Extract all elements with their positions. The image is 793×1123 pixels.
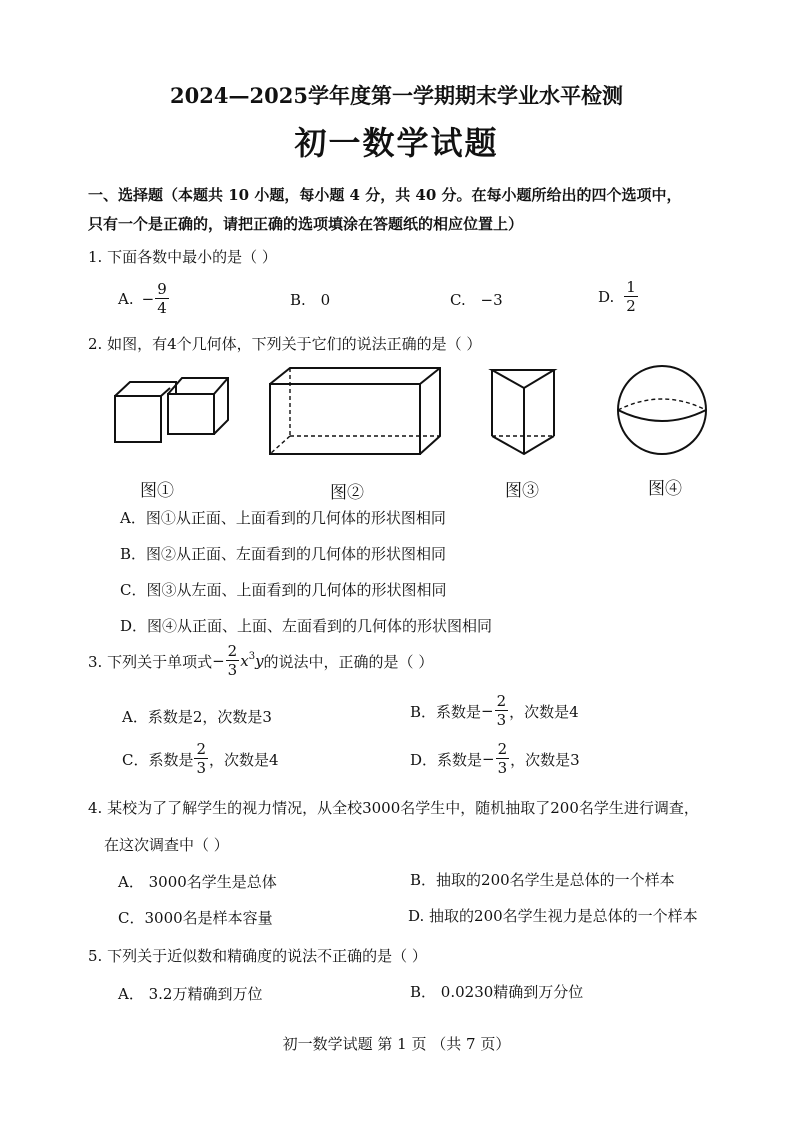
- option-label: D.: [598, 288, 615, 306]
- denominator: 3: [227, 661, 238, 679]
- figure-1-cubes: [110, 374, 230, 446]
- q3-option-d: [410, 742, 580, 776]
- variable-x: x: [240, 652, 249, 670]
- question-1-stem: 1. 下面各数中最小的是（ ）: [88, 248, 277, 266]
- q4-option-b: B．抽取的200名学生是总体的一个样本: [410, 871, 675, 889]
- q3-option-b: [410, 694, 579, 728]
- option-text: B．系数是: [410, 702, 482, 721]
- numerator: 2: [497, 740, 508, 758]
- denominator: 3: [497, 759, 508, 777]
- fraction: [226, 644, 240, 678]
- stem-text: 的说法中，正确的是（ ）: [263, 652, 434, 671]
- numerator: 1: [626, 278, 636, 296]
- option-label: C.: [450, 291, 466, 309]
- fraction: [496, 742, 510, 776]
- stem-text: 3. 下列关于单项式: [88, 652, 213, 671]
- numerator: 2: [496, 692, 507, 710]
- question-2-stem: 2. 如图，有4个几何体，下列关于它们的说法正确的是（ ）: [88, 335, 482, 353]
- figure-4-sphere: [614, 362, 710, 458]
- option-text: ，次数是4: [509, 702, 579, 721]
- q1-option-a: [118, 282, 170, 316]
- q5-option-b: B． 0.0230精确到万分位: [410, 983, 584, 1001]
- q4-option-d: D. 抽取的200名学生视力是总体的一个样本: [408, 907, 698, 925]
- figure-2-cuboid: [266, 364, 444, 460]
- figure-2-label: 图②: [330, 483, 364, 503]
- denominator: 2: [626, 297, 636, 315]
- question-3-stem: [88, 644, 433, 678]
- section-intro-line1: 一、选择题（本题共 10 小题，每小题 4 分，共 40 分。在每小题所给出的四个选项中，: [88, 186, 682, 204]
- minus-sign: −: [481, 702, 494, 720]
- denominator: 4: [157, 299, 167, 317]
- figure-3-label: 图③: [505, 481, 539, 501]
- q4-option-c: C．3000名是样本容量: [118, 909, 273, 927]
- option-text: D．系数是: [410, 750, 483, 769]
- denominator: 3: [496, 711, 507, 729]
- q2-option-a: A．图①从正面、上面看到的几何体的形状图相同: [120, 509, 446, 527]
- q2-option-d: D．图④从正面、上面、左面看到的几何体的形状图相同: [120, 617, 493, 635]
- option-text: ，次数是4: [209, 750, 279, 769]
- option-text: C．系数是: [122, 750, 194, 769]
- variable-y: y: [255, 652, 264, 670]
- subject-title: 初一数学试题: [294, 124, 499, 162]
- option-value: 0: [320, 291, 331, 309]
- numerator: 9: [157, 280, 167, 298]
- option-label: B.: [290, 291, 306, 309]
- option-text: ，次数是3: [510, 750, 580, 769]
- q3-option-a: A．系数是2，次数是3: [122, 708, 272, 726]
- fraction: [194, 742, 208, 776]
- figure-3-prism: [488, 364, 560, 460]
- q2-option-b: B．图②从正面、左面看到的几何体的形状图相同: [120, 545, 447, 563]
- exam-title: 2024—2025学年度第一学期期末学业水平检测: [170, 83, 623, 108]
- section-intro-line2: 只有一个是正确的，请把正确的选项填涂在答题纸的相应位置上）: [88, 215, 524, 233]
- q1-option-d: [598, 280, 639, 314]
- numerator: 2: [227, 642, 238, 660]
- q2-option-c: C．图③从左面、上面看到的几何体的形状图相同: [120, 581, 447, 599]
- question-4-stem-line1: 4. 某校为了了解学生的视力情况，从全校3000名学生中，随机抽取了200名学生进行调查，: [88, 799, 699, 817]
- question-4-stem-line2: 在这次调查中（ ）: [104, 836, 229, 854]
- q1-option-b: [290, 291, 330, 309]
- q4-option-a: A． 3000名学生是总体: [118, 873, 277, 891]
- question-5-stem: 5. 下列关于近似数和精确度的说法不正确的是（ ）: [88, 947, 427, 965]
- minus-sign: −: [141, 290, 155, 308]
- q5-option-a: A． 3.2万精确到万位: [118, 985, 263, 1003]
- minus-sign: −: [482, 750, 495, 768]
- q1-option-c: [450, 291, 503, 309]
- q3-option-c: [122, 742, 279, 776]
- page-footer: 初一数学试题 第 1 页 （共 7 页）: [282, 1035, 511, 1053]
- fraction: [495, 694, 509, 728]
- fraction: [624, 280, 638, 314]
- option-value: −3: [480, 291, 503, 309]
- figure-4-label: 图④: [648, 479, 682, 499]
- exponent: 3: [248, 650, 256, 662]
- option-label: A.: [118, 290, 134, 308]
- denominator: 3: [196, 759, 207, 777]
- figure-1-label: 图①: [140, 481, 174, 501]
- numerator: 2: [196, 740, 207, 758]
- fraction: [155, 282, 169, 316]
- minus-sign: −: [212, 652, 225, 670]
